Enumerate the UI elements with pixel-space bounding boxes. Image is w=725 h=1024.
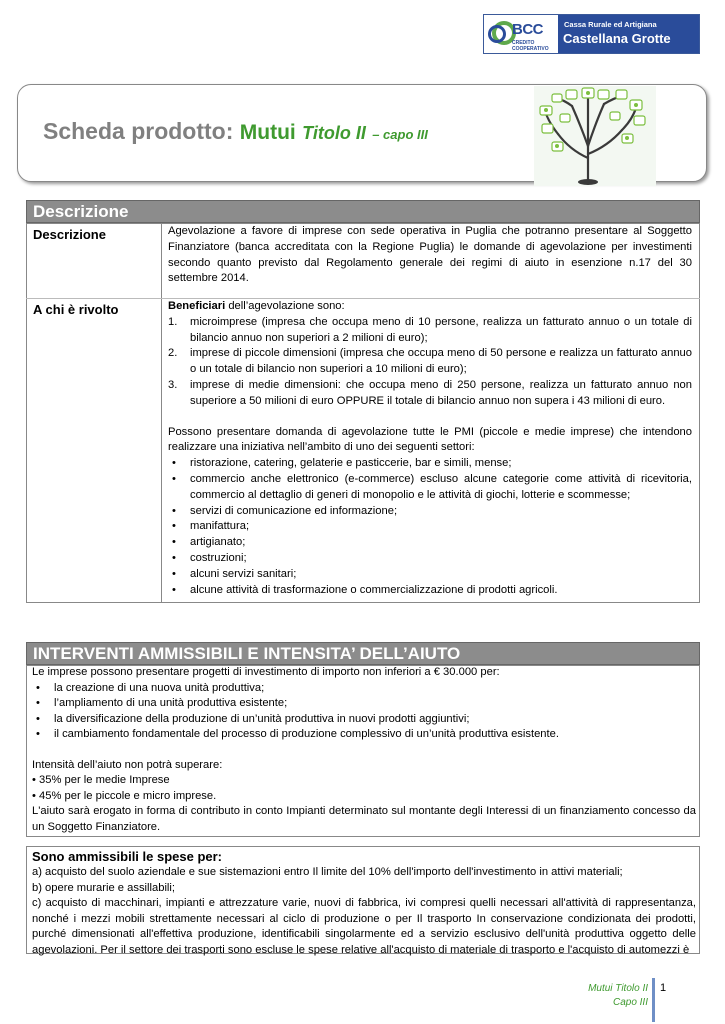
list-item: • artigianato; [168, 535, 692, 551]
erogazione-text: L'aiuto sarà erogato in forma di contributo in conto Impianti determinato sul montante degli Interessi di un finanziamento concesso da un Soggetto Finanziatore. [32, 805, 696, 833]
list-item: • il cambiamento fondamentale del processo di produzione complessivo di un’unità produttiva esistente. [32, 727, 696, 743]
logo-brand-sub: CREDITO COOPERATIVO [512, 40, 549, 52]
list-item: • servizi di comunicazione ed informazione; [168, 504, 692, 520]
list-item: • alcune attività di trasformazione o commercializzazione di prodotti agricoli. [168, 583, 692, 599]
logo-ring-blue [488, 25, 506, 43]
list-item: • alcuni servizi sanitari; [168, 567, 692, 583]
list-item: • l’ampliamento di una unità produttiva esistente; [32, 696, 696, 712]
spese-a: a) acquisto del suolo aziendale e sue sistemazioni entro Il limite del 10% dell'importo dell'investimento in attivi materiali; [32, 866, 623, 878]
page-number: 1 [660, 982, 667, 994]
page-title [43, 118, 428, 145]
interventi-list [32, 681, 696, 743]
intensita-intro: Intensità dell’aiuto non potrà superare: [32, 758, 223, 771]
list-item: 2. imprese di piccole dimensioni (impresa che occupa meno di 50 persone e realizza un fatturato annuo o un totale di bilancio non superiori a 10 milioni di euro); [168, 347, 692, 376]
row-text-a-chi [168, 299, 692, 598]
list-item: 1. microimprese (impresa che occupa meno di 10 persone, realizza un fatturato annuo o un totale di bilancio annuo non superiori a 2 milioni di euro); [168, 315, 692, 344]
list-item: • la creazione di una nuova unità produttiva; [32, 681, 696, 697]
list-item: • la diversificazione della produzione di un’unità produttiva in nuovi prodotti aggiuntivi; [32, 712, 696, 728]
beneficiari-list [168, 315, 692, 410]
interventi-intro: Le imprese possono presentare progetti di investimento di importo non inferiori a € 30.000 per: [32, 666, 500, 678]
list-item: • ristorazione, catering, gelaterie e pasticcerie, bar e simili, mense; [168, 456, 692, 472]
title-mutui: Mutui [239, 121, 296, 144]
intensita-piccole: • 45% per le piccole e micro imprese. [32, 789, 217, 802]
footer-label [560, 982, 648, 1010]
spese-body [32, 865, 696, 958]
bcc-mark [484, 15, 558, 53]
intensita-medie: • 35% per le medie Imprese [32, 774, 170, 786]
table-divider [161, 223, 162, 603]
settori-list [168, 456, 692, 598]
footer-line1: Mutui Titolo II [588, 983, 648, 994]
logo-brand: BCC [512, 21, 543, 38]
spese-heading: Sono ammissibili le spese per: [32, 849, 223, 864]
spese-c: c) acquisto di macchinari, impianti e attrezzature varie, nuovi di fabbrica, ivi compresi quelli necessari all'attività di rappresentanza, nonché i mezzi mobili strettamente necessari al ciclo di produzione o per Il trasporto In conservazione condizionata dei prodotti, purché dimensionati all'effettiva produzione, identificabili singolarmente ed a servizio esclusivo dell'unità produttiva oggetto delle agevolazioni. Per il settore dei trasporti sono escluse le spese relative all'acquisto di materiale di trasporto e l'acquisto di automezzi è [32, 897, 696, 956]
logo-line1: Cassa Rurale ed Artigiana [564, 20, 657, 29]
title-titolo: Titolo II [302, 123, 366, 143]
tree-illustration [530, 84, 660, 188]
logo-name-block [558, 15, 699, 53]
list-item: 3. imprese di medie dimensioni: che occupa meno di 250 persone, realizza un fatturato annuo non superiore a 50 milioni di euro OPPURE il totale di bilancio annuo non supera i 43 milioni di euro. [168, 378, 692, 407]
beneficiari-intro [168, 299, 692, 315]
title-capo: – capo III [372, 127, 428, 142]
row-text-descrizione: Agevolazione a favore di imprese con sede operativa in Puglia che potranno presentare al Soggetto Finanziatore (banca accreditata con la Regione Puglia) le domande di agevolazione per investimenti secondo quanto previsto dal Regolamento generale dei regimi di aiuto in esenzione n.17 del 30 settembre 2014. [168, 225, 692, 285]
row-label-descrizione: Descrizione [33, 227, 106, 242]
beneficiari-rest: dell’agevolazione sono: [225, 300, 345, 312]
list-item: • manifattura; [168, 519, 692, 535]
bank-logo [483, 14, 700, 54]
row-label-a-chi: A chi è rivolto [33, 302, 119, 317]
list-item: • commercio anche elettronico (e-commerce) escluso alcune categorie come attività di ricevitoria, commercio al dettaglio di generi di monopolio e le attività di giochi, lotterie e scommesse; [168, 472, 692, 504]
interventi-body [32, 665, 696, 835]
spese-b: b) opere murarie e assillabili; [32, 881, 176, 894]
footer-divider [652, 978, 655, 1022]
descrizione-heading: Descrizione [26, 200, 700, 223]
list-item: • costruzioni; [168, 551, 692, 567]
logo-line2: Castellana Grotte [563, 31, 671, 46]
footer-line2: Capo III [612, 997, 648, 1008]
settori-intro: Possono presentare domanda di agevolazione tutte le PMI (piccole e medie imprese) che intendono realizzare una iniziativa nell’ambito di uno dei seguenti settori: [168, 425, 692, 454]
title-prefix: Scheda prodotto: [43, 118, 234, 144]
beneficiari-bold: Beneficiari [168, 300, 226, 312]
interventi-heading: INTERVENTI AMMISSIBILI E INTENSITA’ DELL’AIUTO [26, 642, 700, 665]
